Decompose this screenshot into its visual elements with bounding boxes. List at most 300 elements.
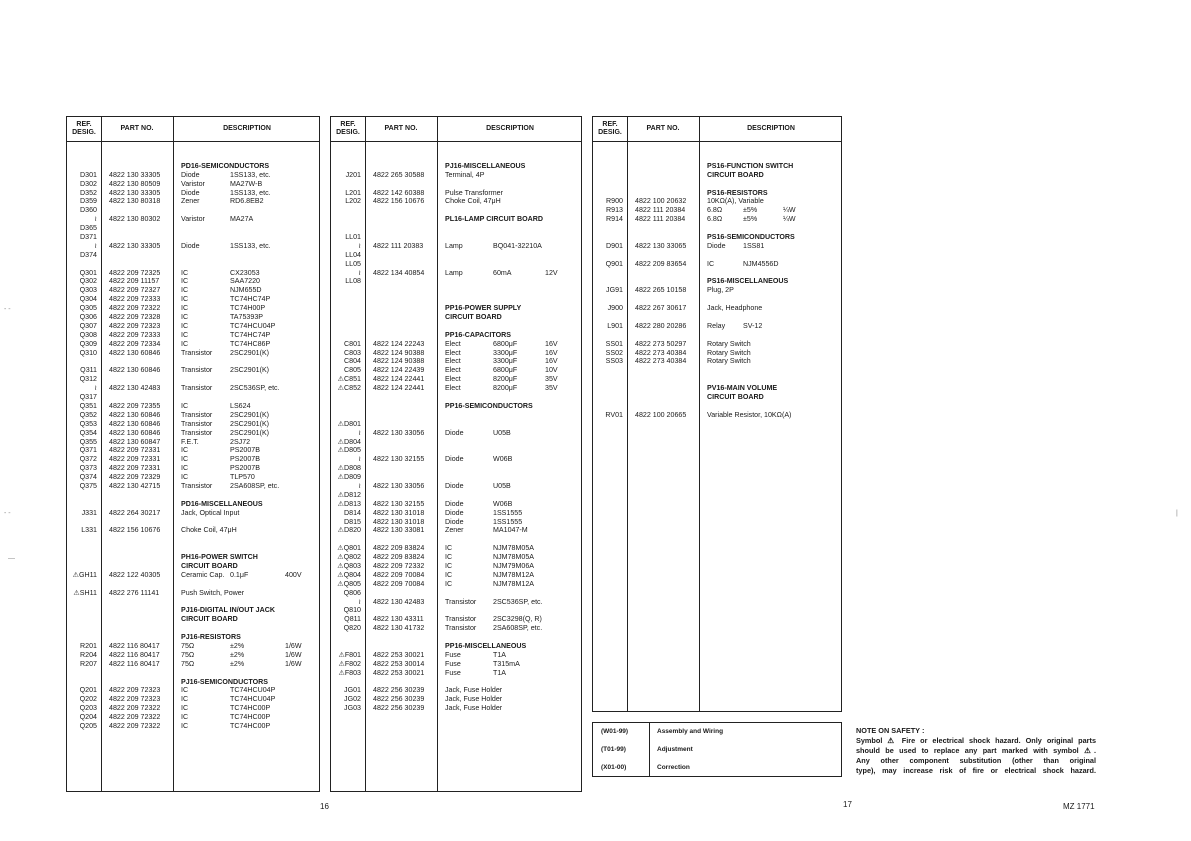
desc-cell: IC [181, 268, 189, 277]
table-row [593, 349, 841, 358]
table-rows [331, 153, 581, 713]
table-row [331, 509, 581, 518]
page-number-left: 16 [320, 802, 329, 811]
part-cell: 4822 209 72323 [109, 686, 161, 695]
desc-cell: 75Ω [181, 641, 195, 650]
table-rows [593, 153, 841, 420]
section-heading-row [67, 562, 319, 571]
value-cell: 1SS1555 [493, 517, 523, 526]
part-cell: 4822 111 20384 [635, 206, 686, 215]
value-cell: W06B [493, 455, 513, 464]
table-row [331, 197, 581, 206]
edge-mark: - - [4, 306, 11, 313]
section-heading-row [67, 615, 319, 624]
ref-cell: ≀ [94, 384, 97, 393]
ref-cell: Q375 [79, 481, 97, 490]
ref-cell: J331 [81, 508, 97, 517]
desc-cell: Transistor [181, 384, 213, 393]
ref-cell: Q811 [344, 615, 361, 624]
table-row [331, 438, 581, 447]
ref-cell: Q806 [343, 588, 361, 597]
value-cell: TC74HC86P [230, 339, 271, 348]
ref-cell: LL01 [345, 233, 361, 242]
table-row [593, 366, 841, 375]
section-title: CIRCUIT BOARD [181, 561, 238, 570]
value-cell: 2SC2901(K) [230, 366, 270, 375]
table-row [67, 197, 319, 206]
section-title: CIRCUIT BOARD [445, 313, 502, 322]
table-row [331, 295, 581, 304]
ref-cell: Q205 [79, 722, 97, 730]
section-heading-row [593, 277, 841, 286]
desc-cell: Diode [181, 241, 200, 250]
section-heading-row [331, 402, 581, 411]
value-cell: TC74HC00P [230, 704, 271, 713]
desc-cell: Elect [445, 339, 461, 348]
part-cell: 4822 124 22441 [373, 384, 425, 393]
part-cell: 4822 130 33056 [373, 481, 425, 490]
section-title: PP16-CAPACITORS [445, 330, 511, 339]
desc-cell: IC [181, 401, 189, 410]
section-heading-row [67, 633, 319, 642]
section-title: PP16-MISCELLANEOUS [445, 641, 527, 650]
section-heading-row [331, 304, 581, 313]
table-row [593, 402, 841, 411]
ref-cell: D365 [80, 224, 97, 233]
table-row [67, 277, 319, 286]
ref-cell: SS02 [605, 348, 623, 357]
desc-cell: Jack, Optical Input [181, 508, 240, 517]
desc-cell: Pulse Transformer [445, 188, 503, 197]
ref-cell: Q305 [79, 304, 97, 313]
table-header [593, 117, 841, 142]
desc-cell: Transistor [181, 481, 213, 490]
desc-cell: IC [445, 561, 453, 570]
header-ref: REF. DESIG. [598, 121, 622, 136]
ref-cell: ⚠D820 [337, 526, 361, 535]
table-row [67, 482, 319, 491]
ref-cell: ⚠GH11 [72, 570, 97, 579]
table-row [67, 686, 319, 695]
table-row [67, 269, 319, 278]
desc-cell: IC [181, 330, 189, 339]
table-row [331, 633, 581, 642]
value-cell: PS2007B [230, 464, 260, 473]
desc-cell: Transistor [181, 419, 213, 428]
table-row [331, 464, 581, 473]
ref-cell: LL08 [345, 277, 361, 286]
header-ref: REF. DESIG. [72, 121, 96, 136]
part-cell: 4822 209 72322 [109, 304, 161, 313]
header-desc: DESCRIPTION [223, 125, 271, 132]
table-row [67, 446, 319, 455]
part-cell: 4822 209 83824 [373, 544, 425, 553]
rating-cell: 35V [545, 384, 558, 393]
table-row [331, 224, 581, 233]
section-heading-row [593, 384, 841, 393]
table-row [67, 402, 319, 411]
part-cell: 4822 116 80417 [109, 641, 160, 650]
ref-cell: ⚠C852 [337, 384, 361, 393]
value-cell: MA27A [230, 215, 254, 224]
rating-cell: 1/6W [285, 641, 302, 650]
section-heading-row [593, 393, 841, 402]
ref-cell: ≀ [94, 241, 97, 250]
rating-cell: ¼W [783, 206, 796, 215]
part-cell: 4822 130 60846 [109, 348, 161, 357]
edge-mark: | [1176, 510, 1178, 517]
table-row [67, 357, 319, 366]
ref-cell: ⚠Q801 [337, 544, 361, 553]
value-cell: T315mA [493, 659, 520, 668]
safety-line: Any other component substitution (other than original [856, 756, 1096, 765]
part-cell: 4822 209 72333 [109, 295, 161, 304]
value-cell: W06B [493, 499, 513, 508]
value-cell: NJM78M05A [493, 553, 535, 562]
value-cell: NJM4556D [743, 259, 779, 268]
desc-cell: Transistor [181, 428, 213, 437]
rating-cell: 16V [545, 357, 558, 366]
ref-cell: Q203 [79, 704, 97, 713]
ref-cell: L901 [607, 321, 623, 330]
desc-cell: Diode [181, 188, 200, 197]
desc-cell: Zener [445, 526, 464, 535]
desc-cell: IC [181, 455, 189, 464]
table-row [331, 544, 581, 553]
desc-cell: IC [181, 446, 189, 455]
part-cell: 4822 209 72355 [109, 401, 161, 410]
table-row [67, 224, 319, 233]
value-cell: U05B [493, 481, 511, 490]
ref-cell: Q304 [79, 295, 97, 304]
ref-cell: C805 [344, 366, 361, 375]
table-row [593, 197, 841, 206]
desc-cell: IC [181, 295, 189, 304]
value-cell: 6800μF [493, 366, 518, 375]
value-cell: MA27W-B [230, 179, 263, 188]
table-row [67, 509, 319, 518]
desc-cell: Lamp [445, 268, 463, 277]
ref-cell: JG03 [344, 704, 361, 713]
part-cell: 4822 253 30014 [373, 659, 425, 668]
ref-cell: ⚠F803 [338, 668, 361, 677]
section-heading-row [331, 215, 581, 224]
ref-cell: C803 [344, 348, 361, 357]
ref-cell: Q311 [80, 366, 97, 375]
table-row [67, 464, 319, 473]
ref-cell: D359 [80, 197, 97, 206]
section-title: PP16-SEMICONDUCTORS [445, 401, 533, 410]
value-cell: BQ041-32210A [493, 241, 542, 250]
table-row [593, 153, 841, 162]
table-row [331, 518, 581, 527]
desc-cell: Diode [181, 170, 200, 179]
part-cell: 4822 116 80417 [109, 659, 160, 668]
part-cell: 4822 209 72323 [109, 695, 161, 704]
ref-cell: ⚠C851 [337, 375, 361, 384]
table-row [593, 215, 841, 224]
part-cell: 4822 116 80417 [109, 650, 160, 659]
desc-cell: Diode [445, 455, 464, 464]
table-row [331, 242, 581, 251]
part-cell: 4822 134 40854 [373, 268, 425, 277]
table-row [67, 411, 319, 420]
desc-cell: Push Switch, Power [181, 588, 245, 597]
safety-line: Symbol ⚠ Fire or electrical shock hazard. Only original parts [856, 736, 1096, 745]
value-cell: NJM79M06A [493, 561, 535, 570]
ref-cell: ⚠F801 [338, 650, 361, 659]
part-cell: 4822 100 20665 [635, 410, 687, 419]
ref-cell: D360 [80, 206, 97, 215]
part-cell: 4822 142 60388 [373, 188, 425, 197]
page-number-right: 17 [843, 800, 852, 809]
part-cell: 4822 267 30617 [635, 304, 687, 313]
desc-cell: Choke Coil, 47μH [181, 526, 237, 535]
ref-cell: ⚠D801 [337, 419, 361, 428]
value-cell: RD6.8EB2 [230, 197, 264, 206]
section-heading-row [331, 313, 581, 322]
part-cell: 4822 273 50297 [635, 339, 687, 348]
value-cell: LS624 [230, 401, 251, 410]
value-cell: 6800μF [493, 339, 518, 348]
ref-cell: L202 [345, 197, 361, 206]
legend-row [593, 741, 841, 759]
desc-cell: Jack, Fuse Holder [445, 686, 503, 695]
table-row [331, 615, 581, 624]
table-row [593, 224, 841, 233]
part-cell: 4822 209 72323 [109, 321, 161, 330]
safety-line: should be used to replace any part marked with symbol ⚠. [856, 746, 1096, 755]
desc-cell: Lamp [445, 241, 463, 250]
part-cell: 4822 130 80318 [109, 197, 161, 206]
table-row [331, 678, 581, 687]
part-cell: 4822 130 33081 [373, 526, 425, 535]
table-row [67, 420, 319, 429]
value-cell: 2SC2901(K) [230, 419, 270, 428]
table-row [67, 304, 319, 313]
table-row [593, 260, 841, 269]
table-row [67, 455, 319, 464]
ref-cell: ⚠D809 [337, 473, 361, 482]
part-cell: 4822 264 30217 [109, 508, 161, 517]
section-title: PJ16-RESISTORS [181, 633, 241, 642]
table-row [67, 491, 319, 500]
desc-cell: F.E.T. [181, 437, 199, 446]
safety-title: NOTE ON SAFETY : [856, 726, 925, 735]
header-desc: DESCRIPTION [747, 125, 795, 132]
ref-cell: JG01 [344, 686, 361, 695]
value-cell: TC74HC74P [230, 295, 271, 304]
section-heading-row [331, 331, 581, 340]
desc-cell: IC [181, 277, 189, 286]
desc-cell: Diode [445, 499, 464, 508]
table-row [67, 215, 319, 224]
desc-cell: 6.8Ω [707, 206, 723, 215]
desc-cell: IC [707, 259, 715, 268]
table-row [67, 251, 319, 260]
desc-cell: Fuse [445, 668, 461, 677]
part-cell: 4822 265 10158 [635, 286, 687, 295]
table-row [593, 375, 841, 384]
ref-cell: R201 [80, 641, 97, 650]
desc-cell: Plug, 2P [707, 286, 734, 295]
table-row [593, 206, 841, 215]
desc-cell: IC [181, 722, 189, 730]
section-title: PS16-MISCELLANEOUS [707, 277, 789, 286]
part-cell: 4822 124 90388 [373, 357, 425, 366]
ref-cell: ≀ [358, 268, 361, 277]
ref-cell: D302 [80, 179, 97, 188]
ref-cell: Q354 [79, 428, 97, 437]
part-cell: 4822 130 42483 [373, 597, 425, 606]
part-cell: 4822 209 11157 [109, 277, 160, 286]
desc-cell: IC [181, 321, 189, 330]
table-row [331, 455, 581, 464]
section-title: PD16-MISCELLANEOUS [181, 499, 263, 508]
value-cell: 2SC2901(K) [230, 348, 270, 357]
part-cell: 4822 156 10676 [373, 197, 425, 206]
ref-cell: ⚠Q805 [337, 579, 361, 588]
table-row [331, 571, 581, 580]
part-cell: 4822 130 32155 [373, 499, 425, 508]
section-title: PJ16-MISCELLANEOUS [445, 161, 526, 170]
ref-cell: D352 [80, 188, 97, 197]
ref-cell: Q372 [79, 455, 97, 464]
table-row [67, 180, 319, 189]
part-cell: 4822 130 80302 [109, 215, 161, 224]
part-cell: 4822 124 22243 [373, 339, 425, 348]
value-cell: 1SS133, etc. [230, 170, 271, 179]
table-row [331, 171, 581, 180]
table-row [593, 180, 841, 189]
part-cell: 4822 130 60846 [109, 410, 161, 419]
ref-cell: SS03 [605, 357, 623, 366]
table-row [593, 304, 841, 313]
value-cell: 2SC2901(K) [230, 428, 270, 437]
table-row [67, 438, 319, 447]
part-cell: 4822 256 30239 [373, 695, 425, 704]
rating-cell: 10V [545, 366, 558, 375]
section-heading-row [593, 171, 841, 180]
table-row [331, 251, 581, 260]
value-cell: 1SS1555 [493, 508, 523, 517]
desc-cell: Elect [445, 357, 461, 366]
desc-cell: Zener [181, 197, 200, 206]
desc-cell: Rotary Switch [707, 357, 751, 366]
value-cell: 1SS133, etc. [230, 188, 271, 197]
ref-cell: C804 [344, 357, 361, 366]
ref-cell: Q306 [79, 313, 97, 322]
table-row [593, 331, 841, 340]
part-cell: 4822 209 72328 [109, 313, 161, 322]
table-row [67, 242, 319, 251]
ref-cell: Q374 [79, 473, 97, 482]
value-cell: TA75393P [230, 313, 263, 322]
desc-cell: Relay [707, 321, 726, 330]
table-row [331, 322, 581, 331]
section-heading-row [67, 500, 319, 509]
value-cell: U05B [493, 428, 511, 437]
part-cell: 4822 130 32155 [373, 455, 425, 464]
value-cell: PS2007B [230, 446, 260, 455]
table-row [331, 500, 581, 509]
value-cell: TC74HC74P [230, 330, 271, 339]
header-part: PART NO. [384, 125, 418, 132]
safety-line: type), may increase risk of fire or electrical shock hazard. [856, 766, 1096, 775]
legend-code: (T01-99) [601, 746, 626, 753]
value-cell: 3300μF [493, 357, 518, 366]
table-row [67, 695, 319, 704]
table-row [67, 206, 319, 215]
part-cell: 4822 130 43311 [373, 615, 424, 624]
ref-cell: L331 [81, 526, 97, 535]
ref-cell: Q201 [79, 686, 97, 695]
header-part: PART NO. [646, 125, 680, 132]
table-row [67, 260, 319, 269]
value-cell: NJM78M12A [493, 579, 535, 588]
table-row [331, 411, 581, 420]
table-row [331, 651, 581, 660]
table-row [331, 420, 581, 429]
table-row [331, 660, 581, 669]
desc-cell: Fuse [445, 659, 461, 668]
ref-cell: ≀ [358, 597, 361, 606]
value-cell: ±5% [743, 206, 758, 215]
ref-cell: Q302 [79, 277, 97, 286]
ref-cell: SS01 [605, 339, 623, 348]
part-cell: 4822 130 42715 [109, 481, 161, 490]
desc-cell: Diode [445, 428, 464, 437]
safety-note [856, 726, 1096, 776]
part-cell: 4822 209 70084 [373, 570, 425, 579]
value-cell: TLP570 [230, 473, 255, 482]
table-row [331, 589, 581, 598]
ref-cell: D371 [80, 233, 97, 242]
table-row [331, 269, 581, 278]
value-cell: NJM78M05A [493, 544, 535, 553]
ref-cell: Q901 [605, 259, 623, 268]
desc-cell: Elect [445, 375, 461, 384]
rating-cell: 1/6W [285, 659, 302, 668]
desc-cell: Transistor [445, 615, 477, 624]
table-row [331, 286, 581, 295]
part-cell: 4822 273 40384 [635, 348, 687, 357]
desc-cell: Diode [445, 481, 464, 490]
desc-cell: 75Ω [181, 659, 195, 668]
ref-cell: JG02 [344, 695, 361, 704]
desc-cell: Diode [445, 508, 464, 517]
part-cell: 4822 253 30021 [373, 668, 425, 677]
part-cell: 4822 156 10676 [109, 526, 161, 535]
part-cell: 4822 130 41732 [373, 624, 425, 633]
value-cell: 2SC536SP, etc. [493, 597, 543, 606]
table-row [331, 580, 581, 589]
table-row [331, 473, 581, 482]
part-cell: 4822 130 60846 [109, 428, 161, 437]
desc-cell: 10KΩ(A), Variable [707, 197, 764, 206]
value-cell: TC74HC00P [230, 722, 271, 730]
table-row [593, 295, 841, 304]
rating-cell: 12V [545, 268, 558, 277]
ref-cell: ⚠Q802 [337, 553, 361, 562]
section-heading-row [67, 162, 319, 171]
table-row [593, 340, 841, 349]
part-cell: 4822 124 90388 [373, 348, 425, 357]
desc-cell: IC [181, 704, 189, 713]
desc-cell: Elect [445, 384, 461, 393]
ref-cell: LL05 [345, 259, 361, 268]
section-heading-row [67, 553, 319, 562]
